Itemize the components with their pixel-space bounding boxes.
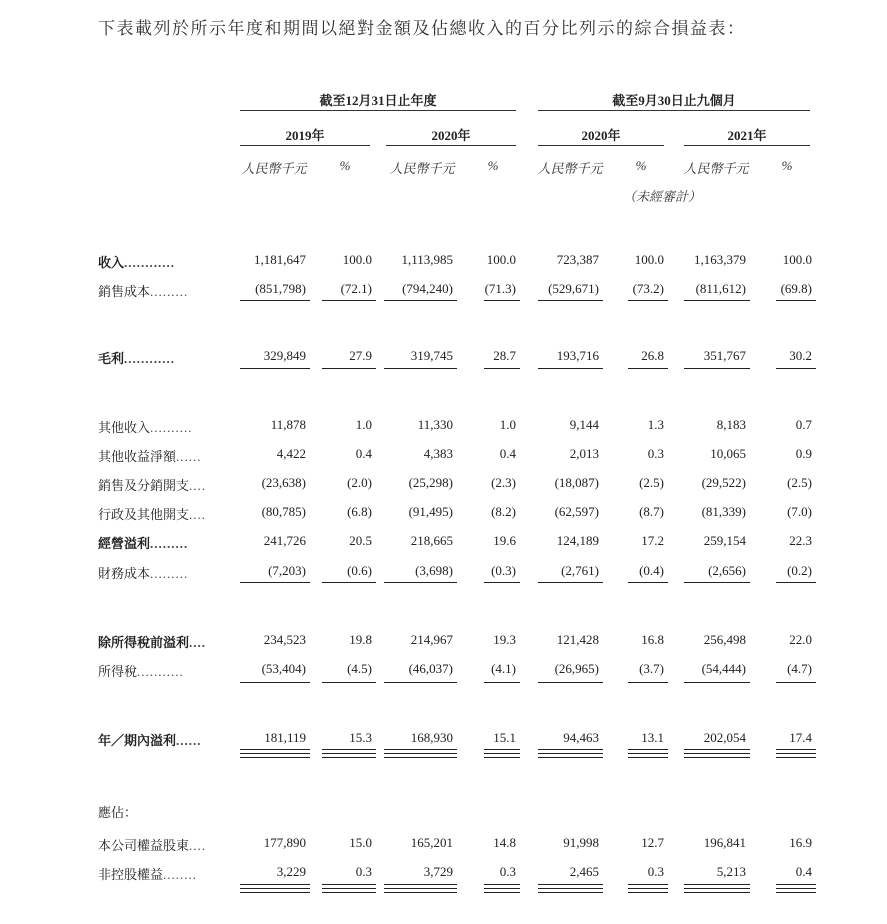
percent-cell: 16.9 <box>789 835 812 850</box>
percent-cell: 14.8 <box>493 835 516 850</box>
row-label <box>98 864 197 883</box>
amount-cell: 168,930 <box>410 730 453 745</box>
amount-cell: 3,729 <box>423 864 453 879</box>
amount-cell: (62,597) <box>554 504 599 519</box>
table-row <box>0 833 887 857</box>
percent-cell: (73.2) <box>632 281 664 296</box>
total-double-rule <box>628 888 668 893</box>
subtotal-rule <box>628 682 668 683</box>
subtotal-rule <box>776 300 816 301</box>
row-label-text: 毛利 <box>98 351 125 366</box>
subtotal-rule <box>684 682 750 683</box>
subtotal-rule <box>240 682 310 683</box>
percent-cell: 100.0 <box>342 252 372 267</box>
subtotal-rule <box>684 300 750 301</box>
amount-cell: 2,013 <box>569 446 599 461</box>
amount-cell: 241,726 <box>263 533 306 548</box>
subtotal-rule <box>384 300 457 301</box>
subtotal-rule <box>484 300 520 301</box>
total-double-rule <box>322 888 376 893</box>
percent-cell: 13.1 <box>641 730 664 745</box>
subtotal-rule <box>684 582 750 583</box>
total-double-rule <box>240 753 310 758</box>
year-rule <box>240 145 370 146</box>
leader-dots: .... <box>189 478 207 493</box>
row-label <box>98 730 202 749</box>
subtotal-rule <box>240 300 310 301</box>
leader-dots: ............ <box>124 255 176 270</box>
amount-cell: 5,213 <box>716 864 746 879</box>
leader-dots: ............ <box>124 351 176 366</box>
amount-cell: 2,465 <box>569 864 599 879</box>
subtotal-rule <box>322 300 376 301</box>
row-label <box>98 446 202 465</box>
percent-cell: 19.3 <box>493 632 516 647</box>
percent-cell: 100.0 <box>634 252 664 267</box>
percent-cell: (0.2) <box>787 563 812 578</box>
amount-cell: (811,612) <box>695 281 746 296</box>
percent-cell: 0.9 <box>795 446 812 461</box>
row-label-text: 本公司權益股東 <box>98 838 190 853</box>
subtotal-rule <box>384 582 457 583</box>
row-label <box>98 563 188 582</box>
table-row <box>0 502 887 526</box>
row-label <box>98 661 184 680</box>
row-label-text: 財務成本 <box>98 566 151 581</box>
amount-cell: 11,330 <box>417 417 453 432</box>
table-row <box>0 444 887 468</box>
row-label <box>98 348 175 367</box>
total-double-rule <box>684 753 750 758</box>
amount-cell: (529,671) <box>548 281 599 296</box>
year-rule <box>538 145 664 146</box>
percent-cell: 17.4 <box>789 730 812 745</box>
amount-cell: (851,798) <box>255 281 306 296</box>
subtotal-rule <box>322 682 376 683</box>
percent-cell: (8.7) <box>639 504 664 519</box>
table-row <box>0 250 887 274</box>
row-label-text: 經營溢利 <box>98 536 151 551</box>
subtotal-rule <box>776 682 816 683</box>
percent-cell: 27.9 <box>349 348 372 363</box>
unit-amount: 人民幣千元 <box>241 161 307 176</box>
percent-cell: 0.7 <box>795 417 812 432</box>
table-row <box>0 473 887 497</box>
subtotal-rule <box>776 368 816 369</box>
subtotal-rule <box>384 682 457 683</box>
percent-cell: (71.3) <box>484 281 516 296</box>
amount-cell: (3,698) <box>415 563 453 578</box>
percent-cell: 0.3 <box>647 446 664 461</box>
amount-cell: 4,383 <box>423 446 453 461</box>
subtotal-rule <box>538 682 603 683</box>
percent-cell: 30.2 <box>789 348 812 363</box>
percent-cell: (2.0) <box>347 475 372 490</box>
amount-cell: 3,229 <box>276 864 306 879</box>
total-double-rule <box>538 888 603 893</box>
percent-cell: (4.1) <box>491 661 516 676</box>
percent-cell: 15.3 <box>349 730 372 745</box>
table-row <box>0 346 887 370</box>
subtotal-rule <box>240 582 310 583</box>
amount-cell: (91,495) <box>408 504 453 519</box>
percent-cell: 28.7 <box>493 348 516 363</box>
amount-cell: 94,463 <box>563 730 599 745</box>
amount-cell: 10,065 <box>710 446 746 461</box>
subtotal-rule <box>322 582 376 583</box>
amount-cell: 202,054 <box>703 730 746 745</box>
row-label-text: 所得稅 <box>98 664 138 679</box>
amount-cell: (81,339) <box>701 504 746 519</box>
percent-cell: (2.5) <box>639 475 664 490</box>
year-header: 2020年 <box>431 128 471 143</box>
table-row <box>0 659 887 683</box>
total-double-rule <box>240 888 310 893</box>
row-label <box>98 533 188 552</box>
unit-amount: 人民幣千元 <box>683 161 749 176</box>
row-label-text: 收入 <box>98 255 125 270</box>
total-double-rule <box>776 753 816 758</box>
row-label-text: 銷售成本 <box>98 284 151 299</box>
percent-cell: 0.4 <box>499 446 516 461</box>
amount-cell: (26,965) <box>554 661 599 676</box>
percent-cell: (2.5) <box>787 475 812 490</box>
subtotal-rule <box>240 368 310 369</box>
amount-cell: 319,745 <box>410 348 453 363</box>
amount-cell: 193,716 <box>556 348 599 363</box>
amount-cell: 4,422 <box>276 446 306 461</box>
subtotal-rule <box>484 682 520 683</box>
total-double-rule <box>776 888 816 893</box>
unit-percent: % <box>781 158 793 173</box>
amount-cell: 9,144 <box>569 417 599 432</box>
percent-cell: 15.1 <box>493 730 516 745</box>
unaudited-note: （未經審計） <box>622 189 701 204</box>
leader-dots: ...... <box>176 733 202 748</box>
percent-cell: (72.1) <box>340 281 372 296</box>
subtotal-rule <box>628 300 668 301</box>
total-double-rule <box>484 753 520 758</box>
percent-cell: 17.2 <box>641 533 664 548</box>
percent-cell: 1.3 <box>647 417 664 432</box>
amount-cell: 256,498 <box>703 632 746 647</box>
subtotal-rule <box>628 582 668 583</box>
percent-cell: 16.8 <box>641 632 664 647</box>
percent-cell: 0.3 <box>355 864 372 879</box>
amount-cell: 91,998 <box>563 835 599 850</box>
percent-cell: 19.8 <box>349 632 372 647</box>
leader-dots: .... <box>189 838 207 853</box>
amount-cell: 218,665 <box>410 533 453 548</box>
percent-cell: (4.7) <box>787 661 812 676</box>
percent-cell: (2.3) <box>491 475 516 490</box>
percent-cell: (4.5) <box>347 661 372 676</box>
amount-cell: (7,203) <box>268 563 306 578</box>
unit-amount: 人民幣千元 <box>537 161 603 176</box>
percent-cell: (0.6) <box>347 563 372 578</box>
percent-cell: 22.0 <box>789 632 812 647</box>
amount-cell: (23,638) <box>261 475 306 490</box>
amount-cell: 723,387 <box>556 252 599 267</box>
amount-cell: (794,240) <box>402 281 453 296</box>
total-double-rule <box>628 753 668 758</box>
year-header: 2019年 <box>285 128 325 143</box>
row-label-text: 其他收入 <box>98 420 151 435</box>
subtotal-rule <box>538 368 603 369</box>
amount-cell: 329,849 <box>263 348 306 363</box>
group-header-nine-months: 截至9月30日止九個月 <box>612 93 736 108</box>
row-label <box>98 281 188 300</box>
percent-cell: 12.7 <box>641 835 664 850</box>
amount-cell: 234,523 <box>263 632 306 647</box>
percent-cell: (3.7) <box>639 661 664 676</box>
percent-cell: 100.0 <box>486 252 516 267</box>
amount-cell: 351,767 <box>703 348 746 363</box>
row-label-text: 銷售及分銷開支 <box>98 478 190 493</box>
year-rule <box>386 145 516 146</box>
total-double-rule <box>322 753 376 758</box>
group-rule <box>538 110 810 111</box>
amount-cell: (2,656) <box>708 563 746 578</box>
year-header: 2020年 <box>581 128 621 143</box>
percent-cell: (0.3) <box>491 563 516 578</box>
subtotal-rule <box>538 582 603 583</box>
amount-cell: 196,841 <box>703 835 746 850</box>
leader-dots: .... <box>189 507 207 522</box>
leader-dots: ......... <box>150 536 189 551</box>
unit-percent: % <box>635 158 647 173</box>
leader-dots: ......... <box>150 566 189 581</box>
amount-cell: 165,201 <box>410 835 453 850</box>
amount-cell: (53,404) <box>261 661 306 676</box>
subtotal-rule <box>538 300 603 301</box>
percent-cell: 0.4 <box>795 864 812 879</box>
leader-dots: ........ <box>163 867 198 882</box>
subtotal-rule <box>384 368 457 369</box>
amount-cell: (54,444) <box>701 661 746 676</box>
intro-text: 下表載列於所示年度和期間以絕對金額及佔總收入的百分比列示的綜合損益表： <box>98 19 746 38</box>
amount-cell: 8,183 <box>716 417 746 432</box>
leader-dots: ........... <box>137 664 184 679</box>
percent-cell: 20.5 <box>349 533 372 548</box>
percent-cell: (7.0) <box>787 504 812 519</box>
amount-cell: (25,298) <box>408 475 453 490</box>
amount-cell: (2,761) <box>561 563 599 578</box>
percent-cell: (6.8) <box>347 504 372 519</box>
table-row <box>0 630 887 654</box>
leader-dots: ......... <box>150 284 189 299</box>
amount-cell: 177,890 <box>263 835 306 850</box>
row-label <box>98 504 206 523</box>
amount-cell: 259,154 <box>703 533 746 548</box>
amount-cell: 124,189 <box>556 533 599 548</box>
total-double-rule <box>484 888 520 893</box>
amount-cell: 1,181,647 <box>254 252 306 267</box>
row-label <box>98 835 206 854</box>
row-label <box>98 632 206 651</box>
percent-cell: (8.2) <box>491 504 516 519</box>
total-double-rule <box>538 753 603 758</box>
subtotal-rule <box>776 582 816 583</box>
subtotal-rule <box>484 582 520 583</box>
amount-cell: 121,428 <box>556 632 599 647</box>
percent-cell: 1.0 <box>499 417 516 432</box>
amount-cell: 1,163,379 <box>694 252 746 267</box>
subtotal-rule <box>684 368 750 369</box>
subtotal-rule <box>628 368 668 369</box>
amount-cell: (80,785) <box>261 504 306 519</box>
percent-cell: (69.8) <box>780 281 812 296</box>
unit-percent: % <box>487 158 499 173</box>
amount-cell: 181,119 <box>264 730 306 745</box>
percent-cell: 26.8 <box>641 348 664 363</box>
row-label-text: 除所得稅前溢利 <box>98 635 190 650</box>
leader-dots: ...... <box>176 449 202 464</box>
row-label-text: 年／期內溢利 <box>98 733 177 748</box>
row-label <box>98 475 206 494</box>
leader-dots: .... <box>189 635 207 650</box>
table-row <box>0 862 887 886</box>
total-double-rule <box>684 888 750 893</box>
percent-cell: 0.3 <box>647 864 664 879</box>
percent-cell: (0.4) <box>639 563 664 578</box>
row-label <box>98 252 175 271</box>
percent-cell: 1.0 <box>355 417 372 432</box>
percent-cell: 100.0 <box>782 252 812 267</box>
group-rule <box>240 110 516 111</box>
subtotal-rule <box>484 368 520 369</box>
percent-cell: 22.3 <box>789 533 812 548</box>
group-header-year: 截至12月31日止年度 <box>319 93 437 108</box>
attributable-label: 應佔： <box>98 805 138 820</box>
percent-cell: 0.4 <box>355 446 372 461</box>
unit-amount: 人民幣千元 <box>389 161 455 176</box>
amount-cell: 1,113,985 <box>401 252 453 267</box>
year-rule <box>684 145 810 146</box>
total-double-rule <box>384 753 457 758</box>
percent-cell: 19.6 <box>493 533 516 548</box>
percent-cell: 15.0 <box>349 835 372 850</box>
total-double-rule <box>384 888 457 893</box>
row-label-text: 其他收益淨額 <box>98 449 177 464</box>
amount-cell: 214,967 <box>410 632 453 647</box>
leader-dots: .......... <box>150 420 193 435</box>
amount-cell: 11,878 <box>270 417 306 432</box>
amount-cell: (29,522) <box>701 475 746 490</box>
percent-cell: 0.3 <box>499 864 516 879</box>
amount-cell: (18,087) <box>554 475 599 490</box>
table-row <box>0 415 887 439</box>
unit-percent: % <box>339 158 351 173</box>
subtotal-rule <box>322 368 376 369</box>
row-label-text: 非控股權益 <box>98 867 164 882</box>
row-label-text: 行政及其他開支 <box>98 507 190 522</box>
row-label <box>98 417 193 436</box>
table-row <box>0 531 887 555</box>
year-header: 2021年 <box>727 128 767 143</box>
amount-cell: (46,037) <box>408 661 453 676</box>
